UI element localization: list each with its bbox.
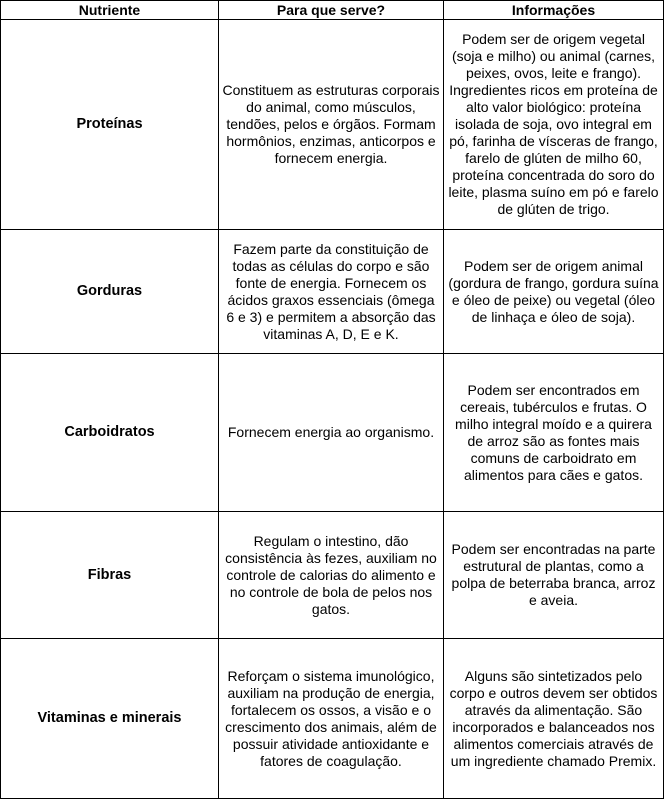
table-row — [1, 354, 664, 512]
nutrient-info: Alguns são sintetizados pelo corpo e outros devem ser obtidos através da alimentação. São incorporados e balanceados nos alimentos comerciais através de um ingrediente chamado Premix. — [444, 639, 664, 799]
nutrient-info: Podem ser de origem vegetal (soja e milho) ou animal (carnes, peixes, ovos, leite e frango). Ingredientes ricos em proteína de alto valor biológico: proteína isolada de soja, ovo integral em pó, farinha de vísceras de frango, farelo de glúten de milho 60, proteína concentrada do soro do leite, plasma suíno em pó e farelo de glúten de trigo. — [444, 20, 664, 230]
nutrient-info: Podem ser encontradas na parte estrutural de plantas, como a polpa de beterraba branca, arroz e aveia. — [444, 512, 664, 639]
nutrient-name: Carboidratos — [1, 354, 219, 512]
nutrient-purpose: Regulam o intestino, dão consistência às fezes, auxiliam no controle de calorias do alimento e no controle de bola de pelos nos gatos. — [219, 512, 444, 639]
nutrient-purpose: Reforçam o sistema imunológico, auxiliam na produção de energia, fortalecem os ossos, a visão e o crescimento dos animais, além de possuir atividade antioxidante e fatores de coagulação. — [219, 639, 444, 799]
nutrient-purpose: Constituem as estruturas corporais do animal, como músculos, tendões, pelos e órgãos. Formam hormônios, enzimas, anticorpos e fornecem energia. — [219, 20, 444, 230]
table-row — [1, 230, 664, 354]
table-row — [1, 639, 664, 799]
header-info: Informações — [444, 1, 664, 20]
nutrient-name: Fibras — [1, 512, 219, 639]
nutrient-name: Gorduras — [1, 230, 219, 354]
nutrient-info: Podem ser encontrados em cereais, tubérculos e frutas. O milho integral moído e a quirera de arroz são as fontes mais comuns de carboidrato em alimentos para cães e gatos. — [444, 354, 664, 512]
nutrient-info: Podem ser de origem animal (gordura de frango, gordura suína e óleo de peixe) ou vegetal (óleo de linhaça e óleo de soja). — [444, 230, 664, 354]
header-purpose: Para que serve? — [219, 1, 444, 20]
header-row — [1, 1, 664, 20]
table-row — [1, 512, 664, 639]
nutrient-name: Proteínas — [1, 20, 219, 230]
nutrient-purpose: Fazem parte da constituição de todas as células do corpo e são fonte de energia. Fornecem os ácidos graxos essenciais (ômega 6 e 3) e permitem a absorção das vitaminas A, D, E e K. — [219, 230, 444, 354]
nutrient-name: Vitaminas e minerais — [1, 639, 219, 799]
header-nutrient: Nutriente — [1, 1, 219, 20]
nutrient-purpose: Fornecem energia ao organismo. — [219, 354, 444, 512]
table-row — [1, 20, 664, 230]
